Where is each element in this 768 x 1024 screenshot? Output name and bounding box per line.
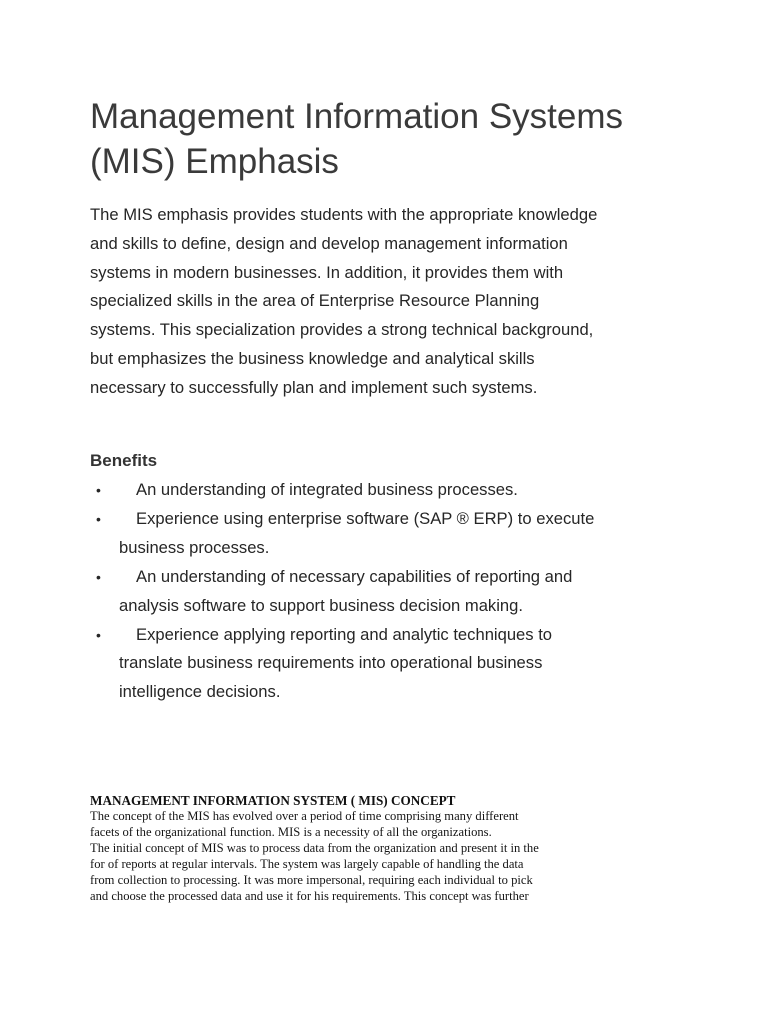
benefit-line: Experience using enterprise software (SAP ® ERP) to execute	[136, 508, 595, 528]
concept-line: The concept of the MIS has evolved over a period of time comprising many different	[90, 809, 519, 823]
page-title	[90, 94, 710, 184]
benefit-item	[90, 476, 690, 505]
intro-paragraph	[90, 201, 690, 403]
benefit-line: An understanding of necessary capabilities of reporting and	[136, 566, 573, 586]
concept-line: from collection to processing. It was more impersonal, requiring each individual to pick	[90, 872, 533, 887]
intro-line: specialized skills in the area of Enterprise Resource Planning	[90, 291, 540, 311]
concept-line: and choose the processed data and use it for his requirements. This concept was further	[90, 888, 529, 903]
intro-line: systems in modern businesses. In addition, it provides them with	[90, 262, 564, 282]
bullet-icon: •	[96, 510, 101, 527]
benefits-list	[90, 476, 690, 707]
intro-line: and skills to define, design and develop management information	[90, 233, 568, 253]
concept-paragraph	[90, 809, 690, 904]
intro-line: but emphasizes the business knowledge and analytical skills	[90, 348, 535, 368]
title-line: (MIS) Emphasis	[90, 142, 339, 181]
bullet-icon: •	[96, 482, 101, 498]
concept-line: facets of the organizational function. MIS is a necessity of all the organizations.	[90, 824, 492, 839]
title-line: Management Information Systems	[90, 97, 624, 136]
benefit-item	[90, 563, 690, 621]
benefit-item	[90, 505, 690, 563]
benefits-heading: Benefits	[90, 451, 158, 470]
concept-heading: MANAGEMENT INFORMATION SYSTEM ( MIS) CONCEPT	[90, 793, 456, 808]
concept-line: for of reports at regular intervals. The system was largely capable of handling the data	[90, 856, 524, 871]
benefit-item	[90, 621, 690, 708]
benefit-line: translate business requirements into operational business	[119, 653, 543, 673]
benefit-line: Experience applying reporting and analytic techniques to	[136, 624, 553, 644]
bullet-icon: •	[96, 626, 101, 643]
intro-line: systems. This specialization provides a strong technical background,	[90, 320, 594, 340]
benefit-line: intelligence decisions.	[119, 682, 281, 702]
benefit-line: analysis software to support business decision making.	[119, 595, 523, 615]
benefit-line: business processes.	[119, 537, 270, 557]
bullet-icon: •	[96, 568, 101, 585]
intro-line: The MIS emphasis provides students with the appropriate knowledge	[90, 205, 598, 224]
intro-line: necessary to successfully plan and implement such systems.	[90, 377, 538, 397]
concept-line: The initial concept of MIS was to process data from the organization and present it in the	[90, 840, 539, 855]
benefit-line: An understanding of integrated business processes.	[136, 480, 518, 499]
